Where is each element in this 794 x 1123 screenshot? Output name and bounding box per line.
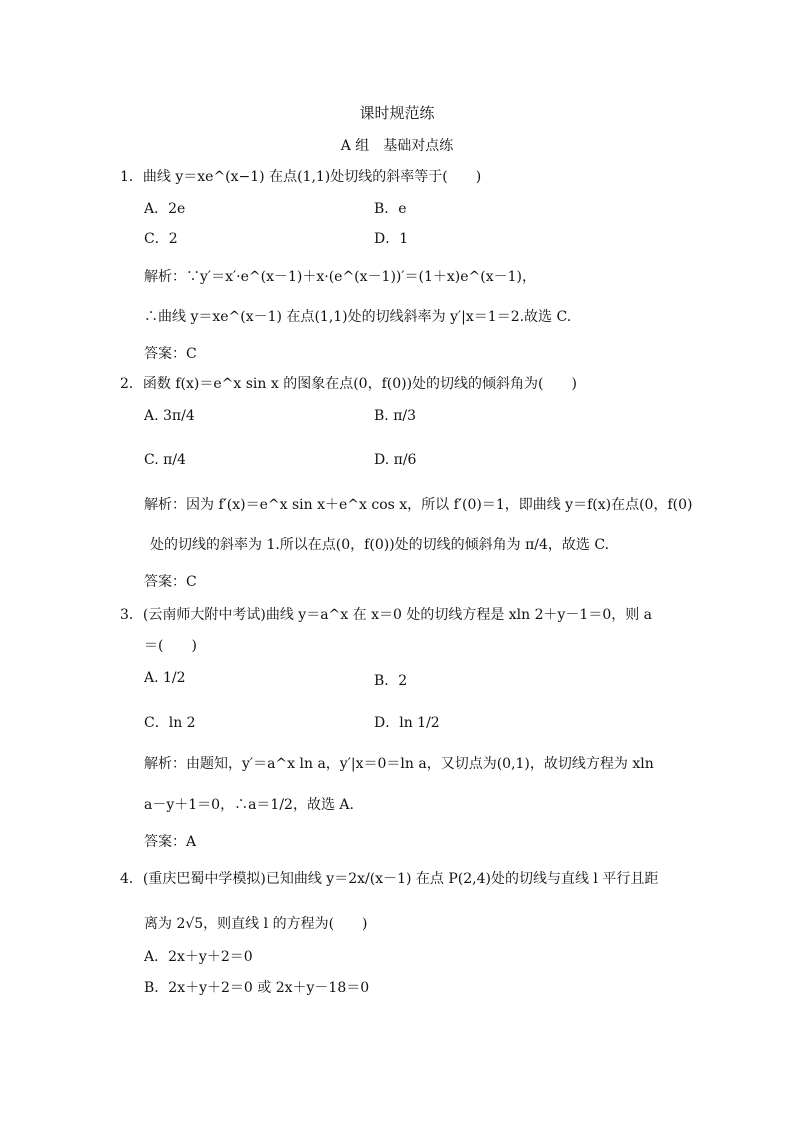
q2-option-c: C. π/4	[144, 452, 186, 468]
q1-solution-line2: ∴曲线 y＝xe^(x－1) 在点(1,1)处的切线斜率为 y′|x＝1＝2.故选 C.	[144, 309, 572, 325]
q1-option-a: A．2e	[144, 201, 186, 217]
q3-option-a: A. 1/2	[144, 670, 186, 686]
q3-answer: 答案：A	[144, 834, 197, 850]
q1-stem-text: 1．曲线 y＝xe^(x−1) 在点(1,1)处切线的斜率等于( )	[120, 169, 482, 185]
q2-solution-line2: 处的切线的斜率为 1.所以在点(0，f(0))处的切线的倾斜角为 π/4，故选 C.	[150, 537, 610, 553]
q3-option-c: C．ln 2	[144, 715, 196, 731]
q4-stem-line2: 离为 2√5，则直线 l 的方程为( )	[144, 916, 368, 932]
q2-option-d: D. π/6	[374, 452, 417, 468]
q1-solution-line1: 解析：∵y′＝x′·e^(x－1)＋x·(e^(x－1))′＝(1＋x)e^(x－1)，	[144, 269, 537, 285]
q2-answer: 答案：C	[144, 574, 197, 590]
q4-stem-line1: 4．(重庆巴蜀中学模拟)已知曲线 y＝2x/(x－1) 在点 P(2,4)处的切线与直线 l 平行且距	[120, 871, 659, 887]
q3-solution-line1: 解析：由题知，y′＝a^x ln a，y′|x＝0＝ln a，又切点为(0,1)，故切线方程为 xln	[144, 756, 654, 772]
q3-solution-line2: a－y＋1＝0，∴a＝1/2，故选 A.	[144, 797, 354, 813]
q1-option-b: B．e	[374, 201, 407, 217]
q1-option-c: C．2	[144, 231, 178, 247]
q3-stem-line2: ＝( )	[144, 638, 197, 654]
q3-option-b: B．2	[374, 673, 408, 689]
q2-option-a: A. 3π/4	[144, 408, 195, 424]
group-heading: A 组 基础对点练	[340, 138, 454, 154]
q4-option-b: B．2x＋y＋2＝0 或 2x＋y－18＝0	[144, 980, 370, 996]
q2-option-b: B. π/3	[374, 408, 417, 424]
q1-option-d: D．1	[374, 231, 409, 247]
q4-option-a: A．2x＋y＋2＝0	[144, 949, 253, 965]
q3-option-d: D．ln 1/2	[374, 715, 440, 731]
q1-stem	[120, 166, 481, 186]
q1-answer: 答案：C	[144, 346, 197, 362]
q2-solution-line1: 解析：因为 f′(x)＝e^x sin x＋e^x cos x，所以 f′(0)＝1，即曲线 y＝f(x)在点(0，f(0)	[144, 497, 693, 513]
page-title: 课时规范练	[359, 104, 435, 122]
q3-stem-line1: 3．(云南师大附中考试)曲线 y＝a^x 在 x＝0 处的切线方程是 xln 2＋y－1＝0，则 a	[120, 607, 653, 623]
q2-stem: 2．函数 f(x)＝e^x sin x 的图象在点(0，f(0))处的切线的倾斜角为( )	[120, 376, 577, 392]
